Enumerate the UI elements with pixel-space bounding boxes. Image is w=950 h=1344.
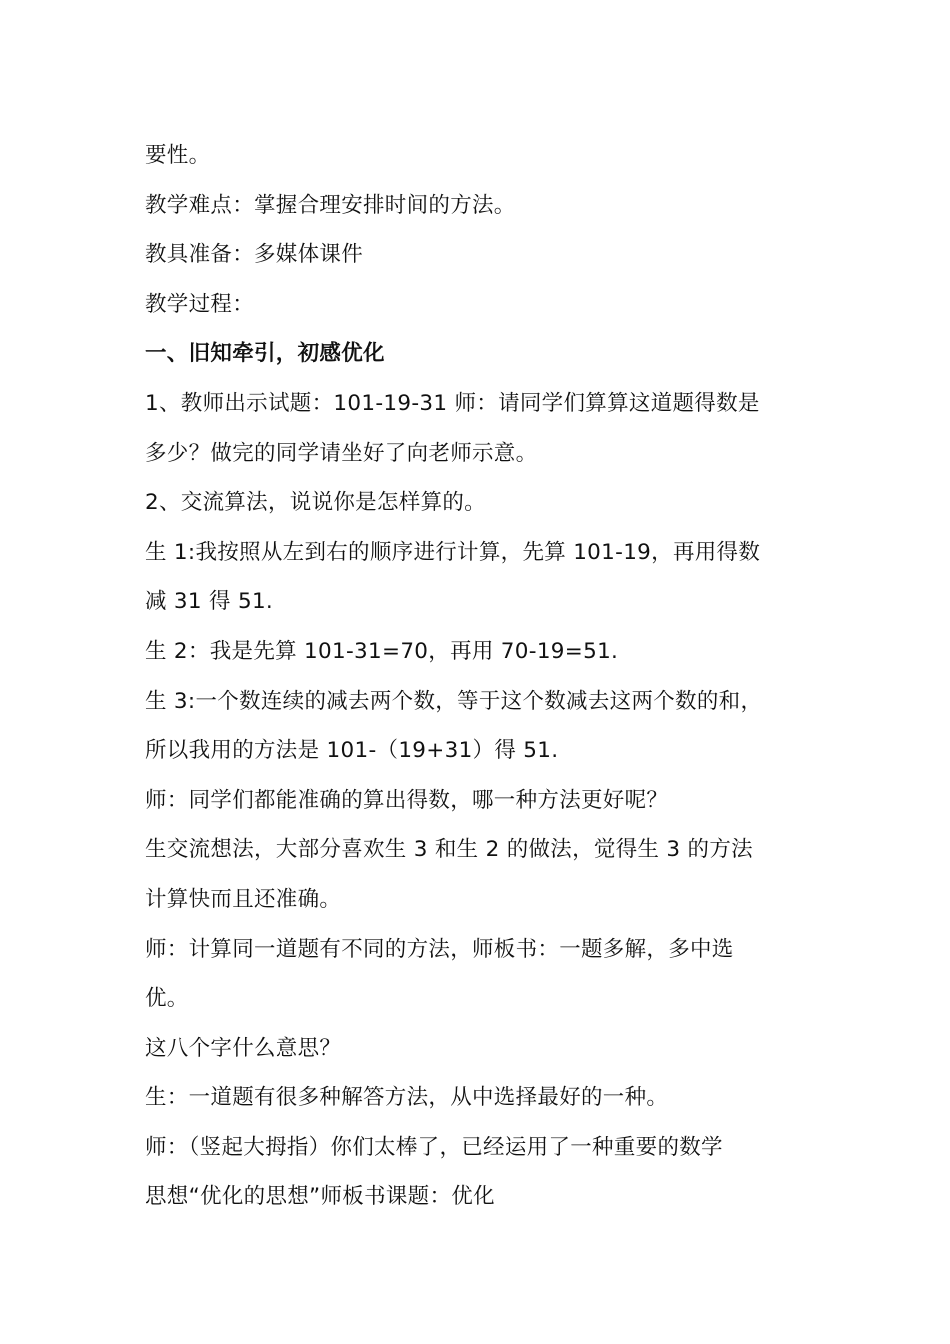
text-line: 师：计算同一道题有不同的方法，师板书：一题多解，多中选 <box>145 936 734 962</box>
text-line: 生交流想法，大部分喜欢生 3 和生 2 的做法，觉得生 3 的方法 <box>145 837 753 863</box>
text-line: 1、教师出示试题：101-19-31 师：请同学们算算这道题得数是 <box>145 390 760 416</box>
text-line: 多少？做完的同学请坐好了向老师示意。 <box>145 440 538 466</box>
text-line: 生：一道题有很多种解答方法，从中选择最好的一种。 <box>145 1085 669 1111</box>
text-line: 要性。 <box>145 143 211 168</box>
text-line: 减 31 得 51. <box>145 589 274 615</box>
text-line: 生 3:一个数连续的减去两个数，等于这个数减去这两个数的和， <box>145 688 763 714</box>
text-line: 生 2：我是先算 101-31=70，再用 70-19=51. <box>145 638 619 664</box>
text-line: 教具准备：多媒体课件 <box>145 242 364 268</box>
text-line: 师：同学们都能准确的算出得数，哪一种方法更好呢？ <box>145 787 669 813</box>
text-line: 生 1:我按照从左到右的顺序进行计算，先算 101-19，再用得数 <box>145 539 761 565</box>
text-line: 教学过程： <box>145 291 255 317</box>
text-line: 教学难点：掌握合理安排时间的方法。 <box>145 192 516 218</box>
text-line: 计算快而且还准确。 <box>145 886 342 912</box>
text-line: 思想“优化的思想”师板书课题：优化 <box>145 1184 495 1210</box>
text-line: 优。 <box>145 986 189 1012</box>
text-line: 所以我用的方法是 101-（19+31）得 51. <box>145 738 559 764</box>
text-line: 2、交流算法，说说你是怎样算的。 <box>145 490 486 516</box>
section-heading: 一、旧知牵引，初感优化 <box>145 341 385 367</box>
document-body <box>145 131 825 1222</box>
text-line: 师：（竖起大拇指）你们太棒了，已经运用了一种重要的数学 <box>145 1134 723 1160</box>
text-line: 这八个字什么意思？ <box>145 1035 342 1061</box>
